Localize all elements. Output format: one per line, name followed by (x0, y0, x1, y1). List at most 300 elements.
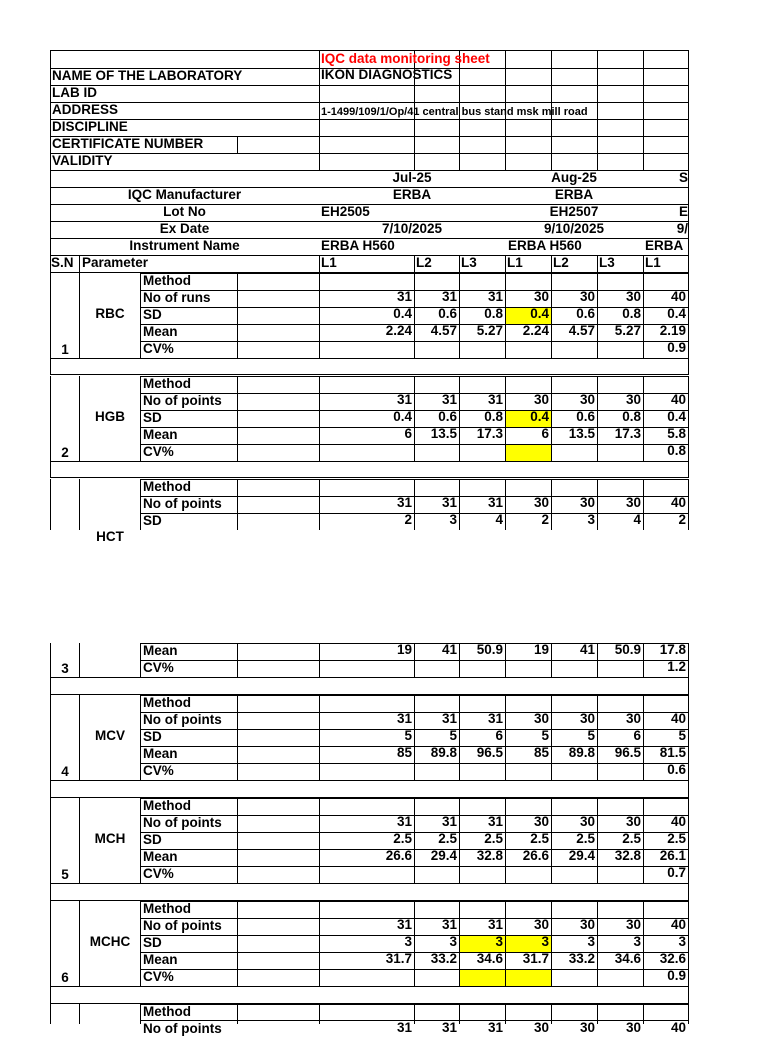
row-label-cv: CV% (143, 444, 174, 459)
cell-mean: 85 (533, 745, 549, 760)
row-label-cv: CV% (143, 660, 174, 675)
month-jul: Jul-25 (392, 170, 432, 185)
grid-line (688, 901, 689, 986)
cell-mean: 89.8 (430, 745, 457, 760)
cell-sd: 0.6 (438, 306, 457, 321)
row-label-sd: SD (143, 410, 162, 425)
grid-line (688, 376, 689, 461)
cell-sd: 3 (404, 934, 412, 949)
param-sn: 2 (61, 445, 69, 460)
grid-line (237, 376, 238, 461)
cell-runs: 30 (579, 711, 595, 726)
label-instrument-name: Instrument Name (129, 238, 240, 253)
row-label-mean: Mean (143, 849, 178, 864)
cell-runs: 40 (670, 289, 686, 304)
manufacturer-aug: ERBA (554, 187, 594, 202)
grid-line (688, 479, 689, 530)
cell-mean: 41 (579, 642, 595, 657)
cell-mean: 19 (396, 642, 412, 657)
cell-mean: 31.7 (522, 951, 549, 966)
cell-sd: 0.4 (667, 409, 686, 424)
row-label-method: Method (143, 376, 191, 391)
cell-cv: 1.2 (667, 659, 686, 674)
grid-line (79, 1004, 80, 1024)
cell-sd: 0.6 (576, 306, 595, 321)
grid-line (50, 987, 51, 1003)
cell-sd: 3 (678, 934, 686, 949)
cell-runs: 30 (579, 917, 595, 932)
row-label-sd: SD (143, 729, 162, 744)
row-label-points: No of points (143, 496, 222, 511)
row-label-sd: SD (143, 307, 162, 322)
row-label-mean: Mean (143, 643, 178, 658)
grid-line (319, 798, 320, 883)
label-parameter: Parameter (82, 255, 149, 270)
instrument-sep: ERBA (645, 238, 684, 253)
cell-runs: 31 (487, 814, 503, 829)
row-label-points: No of points (143, 1021, 222, 1036)
cell-mean: 34.6 (476, 951, 503, 966)
cell-runs: 30 (533, 711, 549, 726)
cell-runs: 31 (487, 495, 503, 510)
cell-runs: 30 (533, 392, 549, 407)
label-sn: S.N (51, 255, 74, 270)
cell-mean: 26.6 (385, 848, 412, 863)
cell-runs: 40 (670, 495, 686, 510)
grid-line (50, 102, 689, 103)
param-name: HCT (96, 529, 124, 544)
grid-line (50, 1004, 51, 1024)
row-label-cv: CV% (143, 763, 174, 778)
cell-points: 30 (533, 1020, 549, 1035)
cell-sd: 3 (541, 934, 549, 949)
grid-line (79, 643, 80, 677)
cell-runs: 31 (441, 814, 457, 829)
cell-mean: 2.24 (522, 323, 549, 338)
grid-line (643, 50, 644, 170)
cell-runs: 31 (487, 289, 503, 304)
cell-runs: 30 (579, 495, 595, 510)
cell-sd: 5 (587, 728, 595, 743)
level-1: L2 (416, 255, 432, 270)
param-sn: 6 (61, 970, 69, 985)
cell-sd: 3 (633, 934, 641, 949)
level-5: L3 (599, 255, 615, 270)
level-3: L1 (507, 255, 523, 270)
cell-mean: 41 (441, 642, 457, 657)
month-aug: Aug-25 (551, 170, 597, 185)
cell-mean: 5.27 (476, 323, 503, 338)
cell-mean: 5.27 (614, 323, 641, 338)
cell-sd: 0.4 (530, 306, 549, 321)
cell-runs: 31 (441, 392, 457, 407)
cell-mean: 4.57 (568, 323, 595, 338)
cell-mean: 34.6 (614, 951, 641, 966)
cell-points: 30 (579, 1020, 595, 1035)
cell-runs: 40 (670, 711, 686, 726)
grid-line (414, 255, 415, 272)
row-label-mean: Mean (143, 324, 178, 339)
grid-line (459, 255, 460, 272)
grid-line (237, 643, 238, 677)
cell-sd: 2 (678, 512, 686, 527)
param-name: MCHC (89, 934, 131, 949)
row-label-cv: CV% (143, 866, 174, 881)
grid-line (597, 50, 598, 170)
grid-line (643, 255, 644, 272)
cell-points: 31 (487, 1020, 503, 1035)
lot-jul: EH2505 (321, 204, 370, 219)
grid-line (319, 376, 320, 461)
cell-runs: 30 (625, 289, 641, 304)
cell-sd: 2 (541, 512, 549, 527)
cell-sd: 2.5 (438, 831, 457, 846)
grid-line (237, 695, 238, 780)
cell-runs: 31 (487, 917, 503, 932)
cell-mean: 6 (404, 426, 412, 441)
grid-line (319, 1004, 320, 1024)
level-6: L1 (645, 255, 661, 270)
row-label-sd: SD (143, 935, 162, 950)
cell-sd: 0.8 (622, 409, 641, 424)
row-label-method: Method (143, 695, 191, 710)
grid-line (319, 255, 320, 272)
cell-mean: 6 (541, 426, 549, 441)
grid-line (50, 477, 689, 478)
grid-line (50, 461, 51, 477)
cell-mean: 17.3 (476, 426, 503, 441)
grid-line (79, 479, 80, 530)
cell-runs: 31 (396, 495, 412, 510)
cell-sd: 6 (633, 728, 641, 743)
cell-sd: 0.4 (393, 409, 412, 424)
param-name: RBC (95, 306, 125, 321)
cell-runs: 30 (579, 814, 595, 829)
grid-line (688, 695, 689, 780)
grid-line (319, 273, 320, 358)
cell-mean: 50.9 (476, 642, 503, 657)
label-lab-name: NAME OF THE LABORATORY (52, 68, 243, 83)
cell-runs: 30 (533, 289, 549, 304)
grid-line (50, 273, 51, 358)
label-discipline: DISCIPLINE (52, 119, 128, 134)
cell-sd: 2 (404, 512, 412, 527)
cell-runs: 40 (670, 917, 686, 932)
param-sn: 5 (61, 867, 69, 882)
grid-line (50, 153, 689, 154)
lot-sep: E (678, 204, 688, 219)
grid-line (319, 901, 320, 986)
cell-sd: 4 (495, 512, 503, 527)
lot-aug: EH2507 (549, 204, 599, 219)
row-label-mean: Mean (143, 746, 178, 761)
grid-line (319, 479, 320, 530)
grid-line (597, 255, 598, 272)
cell-runs: 30 (625, 711, 641, 726)
grid-line (688, 884, 689, 900)
grid-line (50, 85, 689, 86)
label-exp-date: Ex Date (159, 221, 210, 236)
grid-line (505, 255, 506, 272)
cell-points: 40 (670, 1020, 686, 1035)
cell-mean: 81.5 (659, 745, 686, 760)
label-address: ADDRESS (52, 102, 119, 117)
grid-line (50, 677, 689, 678)
row-label-sd: SD (143, 513, 162, 528)
cell-cv: 0.9 (667, 340, 686, 355)
param-name: HGB (95, 409, 125, 424)
cell-runs: 31 (441, 495, 457, 510)
cell-mean: 96.5 (614, 745, 641, 760)
cell-sd: 4 (633, 512, 641, 527)
cell-runs: 40 (670, 814, 686, 829)
cell-runs: 30 (533, 495, 549, 510)
manufacturer-jul: ERBA (392, 187, 432, 202)
cell-sd: 0.4 (393, 306, 412, 321)
sheet-title: IQC data monitoring sheet (321, 51, 490, 66)
row-label-cv: CV% (143, 969, 174, 984)
cell-sd: 2.5 (667, 831, 686, 846)
param-name: MCV (95, 728, 125, 743)
exp-sep: 9/ (676, 221, 688, 236)
cell-mean: 17.3 (614, 426, 641, 441)
cell-sd: 3 (495, 934, 503, 949)
label-certificate: CERTIFICATE NUMBER (52, 136, 204, 151)
level-2: L3 (461, 255, 477, 270)
grid-line (140, 643, 141, 677)
grid-line (237, 798, 238, 883)
grid-line (50, 986, 689, 987)
cell-mean: 17.8 (659, 642, 686, 657)
cell-sd: 0.4 (667, 306, 686, 321)
cell-cv: 0.8 (667, 443, 686, 458)
grid-line (237, 901, 238, 986)
grid-line (319, 643, 320, 677)
cell-runs: 31 (441, 289, 457, 304)
grid-line (50, 678, 51, 694)
grid-line (50, 374, 689, 375)
cell-sd: 0.6 (438, 409, 457, 424)
grid-line (237, 136, 238, 153)
grid-line (50, 461, 689, 462)
row-label-method: Method (143, 479, 191, 494)
cell-sd: 3 (587, 934, 595, 949)
cell-sd: 0.8 (484, 409, 503, 424)
cell-cv: 0.9 (667, 968, 686, 983)
cell-mean: 33.2 (568, 951, 595, 966)
cell-points: 30 (625, 1020, 641, 1035)
cell-cv: 0.7 (667, 865, 686, 880)
cell-runs: 31 (487, 711, 503, 726)
cell-mean: 4.57 (430, 323, 457, 338)
cell-sd: 2.5 (576, 831, 595, 846)
grid-line (140, 1004, 141, 1024)
label-lot-no: Lot No (163, 204, 206, 219)
row-label-cv: CV% (143, 341, 174, 356)
cell-runs: 31 (396, 917, 412, 932)
grid-line (50, 781, 51, 797)
row-label-method: Method (143, 798, 191, 813)
cell-runs: 30 (579, 289, 595, 304)
grid-line (50, 479, 51, 530)
row-label-points: No of points (143, 918, 222, 933)
cell-mean: 19 (533, 642, 549, 657)
grid-line (50, 643, 51, 677)
cell-mean: 32.8 (476, 848, 503, 863)
cell-runs: 31 (487, 392, 503, 407)
cell-sd: 5 (678, 728, 686, 743)
grid-line (50, 695, 51, 780)
cell-sd: 0.6 (576, 409, 595, 424)
cell-runs: 31 (396, 814, 412, 829)
cell-sd: 0.8 (484, 306, 503, 321)
grid-line (50, 358, 51, 374)
cell-points: 31 (396, 1020, 412, 1035)
row-label-runs: No of runs (143, 290, 211, 305)
grid-line (688, 678, 689, 694)
grid-line (50, 358, 689, 359)
row-label-sd: SD (143, 832, 162, 847)
param-sn: 1 (61, 342, 69, 357)
grid-line (140, 901, 141, 986)
row-label-mean: Mean (143, 952, 178, 967)
cell-mean: 32.6 (659, 951, 686, 966)
grid-line (688, 781, 689, 797)
row-label-points: No of points (143, 712, 222, 727)
grid-line (319, 695, 320, 780)
cell-mean: 26.6 (522, 848, 549, 863)
cell-runs: 30 (625, 495, 641, 510)
grid-line (50, 883, 689, 884)
cell-sd: 5 (541, 728, 549, 743)
param-name: MCH (94, 831, 126, 846)
cell-mean: 2.24 (385, 323, 412, 338)
cell-sd: 3 (449, 512, 457, 527)
cell-mean: 5.8 (667, 426, 686, 441)
grid-line (50, 50, 51, 170)
grid-line (237, 1004, 238, 1024)
cell-sd: 0.4 (530, 409, 549, 424)
grid-line (237, 273, 238, 358)
grid-line (551, 255, 552, 272)
cell-sd: 6 (495, 728, 503, 743)
label-validity: VALIDITY (52, 153, 113, 168)
cell-runs: 30 (533, 917, 549, 932)
cell-sd: 3 (587, 512, 595, 527)
level-0: L1 (321, 255, 337, 270)
cell-sd: 2.5 (484, 831, 503, 846)
cell-mean: 31.7 (385, 951, 412, 966)
grid-line (319, 50, 320, 170)
row-label-points: No of points (143, 393, 222, 408)
grid-line (50, 780, 689, 781)
cell-runs: 30 (533, 814, 549, 829)
cell-runs: 30 (625, 814, 641, 829)
label-lab-id: LAB ID (52, 85, 97, 100)
cell-sd: 2.5 (530, 831, 549, 846)
row-label-method: Method (143, 273, 191, 288)
cell-runs: 31 (396, 711, 412, 726)
cell-mean: 29.4 (568, 848, 595, 863)
param-sn: 3 (61, 661, 69, 676)
cell-runs: 31 (396, 392, 412, 407)
grid-line (237, 479, 238, 530)
exp-jul: 7/10/2025 (381, 221, 443, 236)
grid-line (688, 1004, 689, 1024)
cell-cv: 0.6 (667, 762, 686, 777)
cell-sd: 3 (449, 934, 457, 949)
grid-line (50, 376, 51, 461)
param-sn: 4 (61, 764, 69, 779)
grid-line (140, 376, 141, 461)
row-label-method: Method (143, 901, 191, 916)
grid-line (50, 884, 51, 900)
cell-runs: 40 (670, 392, 686, 407)
row-label-method: Method (143, 1004, 191, 1019)
row-label-mean: Mean (143, 427, 178, 442)
row-label-points: No of points (143, 815, 222, 830)
cell-runs: 31 (441, 917, 457, 932)
cell-mean: 29.4 (430, 848, 457, 863)
grid-line (50, 901, 51, 986)
grid-line (50, 798, 51, 883)
cell-sd: 2.5 (393, 831, 412, 846)
grid-line (688, 50, 689, 170)
grid-line (688, 798, 689, 883)
grid-line (688, 273, 689, 358)
grid-line (140, 479, 141, 530)
value-lab-name: IKON DIAGNOSTICS (321, 67, 453, 82)
cell-mean: 50.9 (614, 642, 641, 657)
cell-mean: 89.8 (568, 745, 595, 760)
cell-runs: 31 (396, 289, 412, 304)
grid-line (688, 987, 689, 1003)
grid-line (688, 461, 689, 477)
cell-sd: 5 (449, 728, 457, 743)
cell-mean: 13.5 (568, 426, 595, 441)
cell-runs: 30 (625, 917, 641, 932)
cell-points: 31 (441, 1020, 457, 1035)
exp-aug: 9/10/2025 (543, 221, 605, 236)
grid-line (688, 358, 689, 374)
value-address: 1-1499/109/1/Op/41 central bus stand msk mill road (321, 106, 588, 118)
grid-line (688, 170, 689, 272)
instrument-jul: ERBA H560 (321, 238, 395, 253)
month-sep: S (678, 170, 688, 185)
cell-runs: 30 (625, 392, 641, 407)
cell-sd: 5 (404, 728, 412, 743)
cell-mean: 2.19 (659, 323, 686, 338)
cell-mean: 26.1 (659, 848, 686, 863)
grid-line (140, 695, 141, 780)
instrument-aug: ERBA H560 (508, 238, 582, 253)
cell-runs: 30 (579, 392, 595, 407)
level-4: L2 (553, 255, 569, 270)
cell-mean: 32.8 (614, 848, 641, 863)
cell-mean: 96.5 (476, 745, 503, 760)
cell-sd: 2.5 (622, 831, 641, 846)
cell-mean: 33.2 (430, 951, 457, 966)
cell-sd: 0.8 (622, 306, 641, 321)
cell-mean: 13.5 (430, 426, 457, 441)
cell-runs: 31 (441, 711, 457, 726)
cell-mean: 85 (396, 745, 412, 760)
grid-line (140, 273, 141, 358)
label-iqc-manufacturer: IQC Manufacturer (127, 187, 242, 202)
grid-line (79, 255, 80, 272)
grid-line (140, 798, 141, 883)
grid-line (688, 643, 689, 677)
